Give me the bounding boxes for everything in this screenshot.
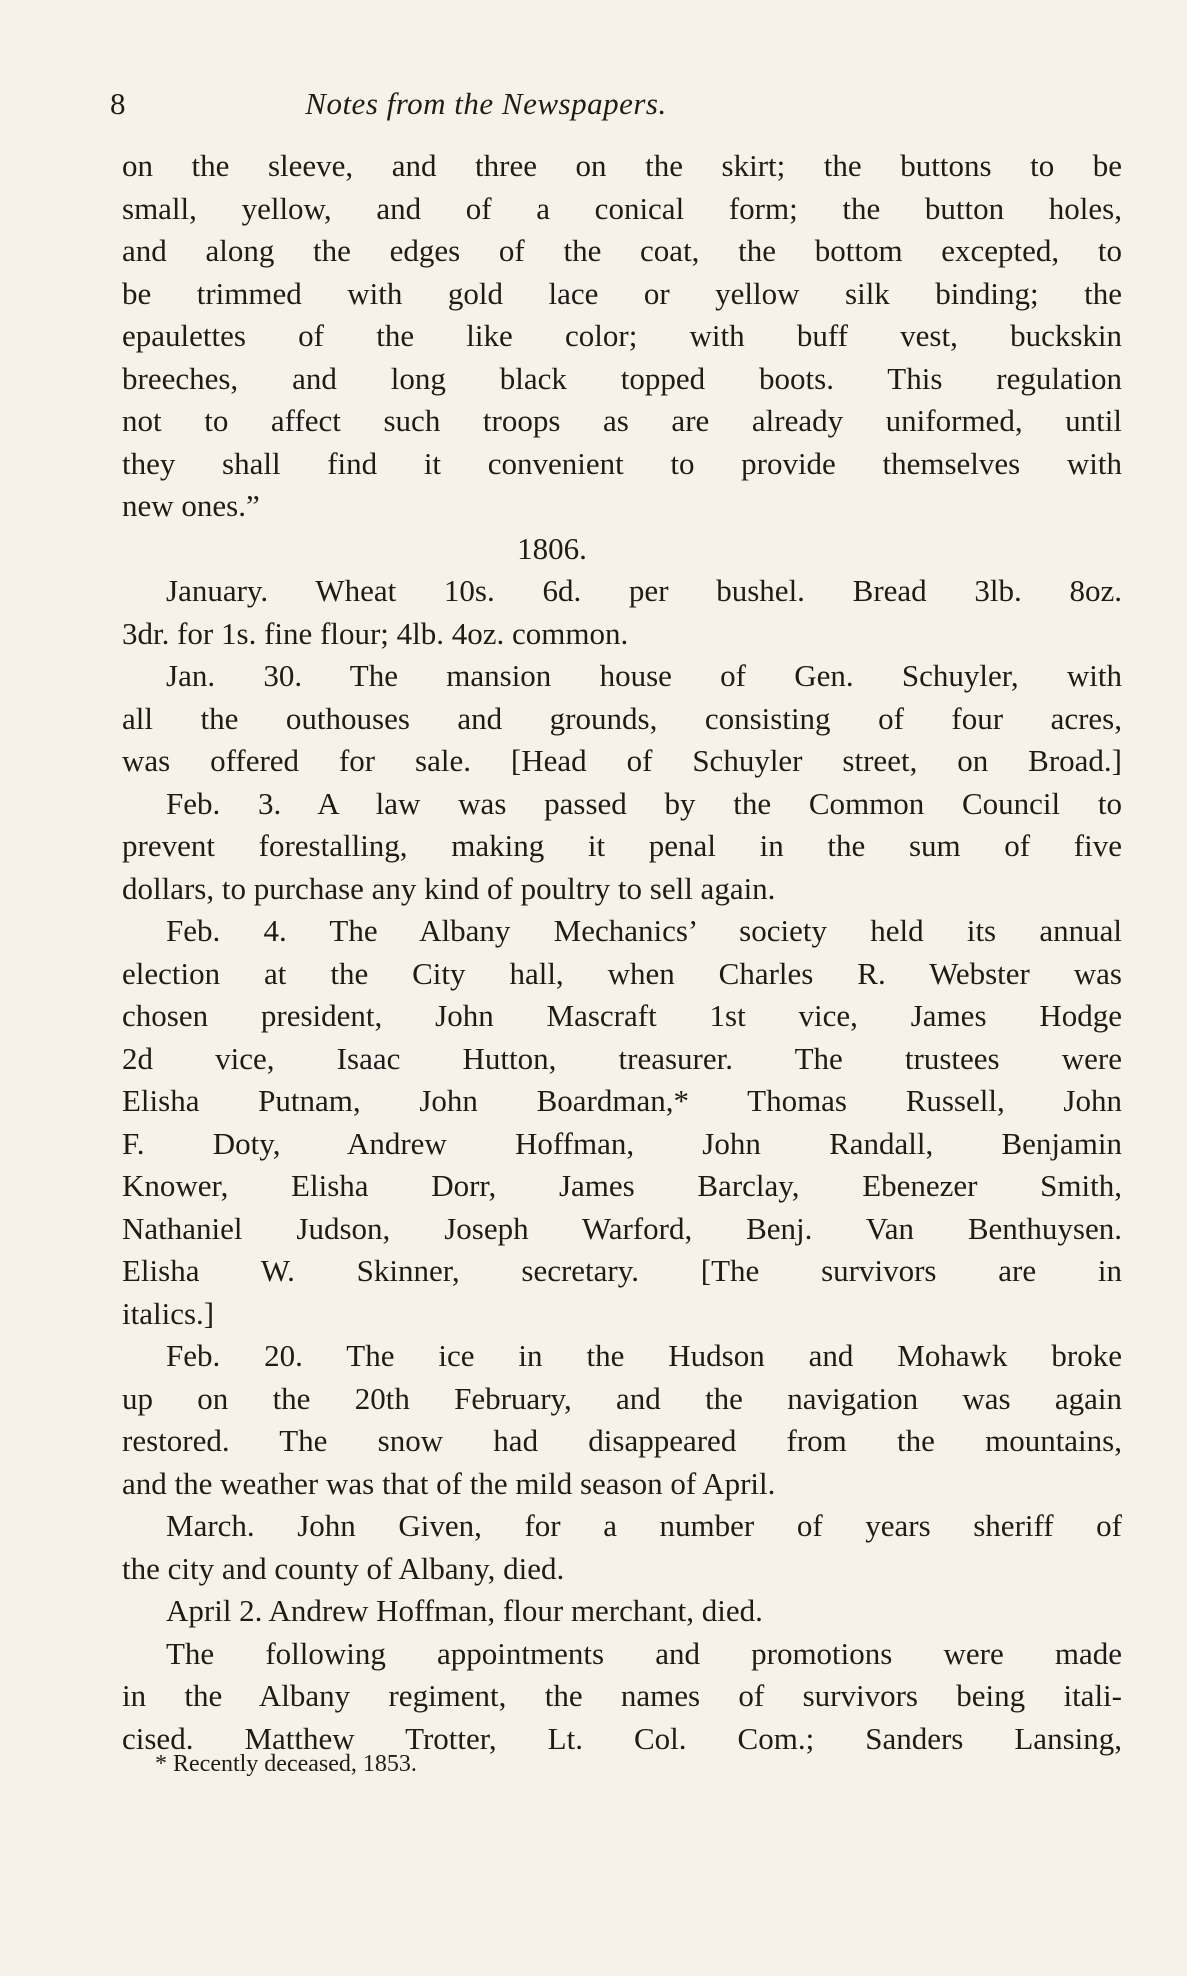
text-line: new ones.” bbox=[122, 488, 260, 523]
text-line: be trimmed with gold lace or yellow silk binding; the bbox=[122, 275, 1122, 311]
text-line: and the weather was that of the mild season of April. bbox=[122, 1465, 776, 1501]
text-line: April 2. Andrew Hoffman, flour merchant, died. bbox=[166, 1593, 763, 1628]
text-line: Feb. 20. The ice in the Hudson and Mohawk broke bbox=[166, 1338, 1122, 1373]
text-line: was offered for sale. [Head of Schuyler street, on Broad.] bbox=[122, 743, 1122, 778]
text-line: in the Albany regiment, the names of survivors being itali- bbox=[122, 1678, 1122, 1713]
text-line: Jan. 30. The mansion house of Gen. Schuyler, with bbox=[166, 658, 1122, 693]
text-line: January. Wheat 10s. 6d. per bushel. Bread 3lb. 8oz. bbox=[166, 573, 1122, 608]
text-line: prevent forestalling, making it penal in the sum of five bbox=[122, 828, 1122, 863]
text-line: small, yellow, and of a conical form; the button holes, bbox=[122, 190, 1122, 226]
text-line: chosen president, John Mascraft 1st vice, James Hodge bbox=[122, 998, 1122, 1033]
year-heading: 1806. bbox=[517, 530, 587, 566]
text-line: they shall find it convenient to provide themselves with bbox=[122, 445, 1122, 481]
text-line: epaulettes of the like color; with buff vest, buckskin bbox=[122, 318, 1122, 353]
text-line: Nathaniel Judson, Joseph Warford, Benj. Van Benthuysen. bbox=[122, 1210, 1122, 1246]
page-number: 8 bbox=[110, 86, 126, 121]
text-line: Feb. 3. A law was passed by the Common Council to bbox=[166, 785, 1122, 821]
text-line: up on the 20th February, and the navigation was again bbox=[122, 1380, 1122, 1416]
text-line: Elisha W. Skinner, secretary. [The survivors are in bbox=[122, 1253, 1122, 1288]
text-line: The following appointments and promotions were made bbox=[166, 1635, 1122, 1671]
text-line: italics.] bbox=[122, 1295, 215, 1331]
text-line: the city and county of Albany, died. bbox=[122, 1550, 565, 1586]
running-title: Notes from the Newspapers. bbox=[305, 86, 667, 121]
text-line: breeches, and long black topped boots. This regulation bbox=[122, 360, 1122, 396]
body-text bbox=[122, 145, 1122, 1760]
text-line: Feb. 4. The Albany Mechanics’ society held its annual bbox=[166, 913, 1122, 948]
text-line: restored. The snow had disappeared from the mountains, bbox=[122, 1423, 1122, 1458]
footnote: * Recently deceased, 1853. bbox=[155, 1751, 417, 1777]
text-line: March. John Given, for a number of years sheriff of bbox=[166, 1508, 1122, 1543]
text-line: not to affect such troops as are already uniformed, until bbox=[122, 403, 1122, 438]
text-line: 2d vice, Isaac Hutton, treasurer. The trustees were bbox=[122, 1040, 1122, 1076]
text-line: cised. Matthew Trotter, Lt. Col. Com.; Sanders Lansing, bbox=[122, 1720, 1122, 1756]
text-line: F. Doty, Andrew Hoffman, John Randall, Benjamin bbox=[122, 1125, 1122, 1161]
text-line: and along the edges of the coat, the bottom excepted, to bbox=[122, 233, 1122, 268]
text-line: Elisha Putnam, John Boardman,* Thomas Russell, John bbox=[122, 1083, 1122, 1118]
text-line: on the sleeve, and three on the skirt; the buttons to be bbox=[122, 148, 1122, 183]
text-line: all the outhouses and grounds, consisting of four acres, bbox=[122, 700, 1122, 736]
running-head bbox=[110, 84, 862, 124]
text-line: election at the City hall, when Charles R. Webster was bbox=[122, 955, 1122, 991]
text-line: 3dr. for 1s. fine flour; 4lb. 4oz. common. bbox=[122, 615, 629, 651]
text-line: dollars, to purchase any kind of poultry to sell again. bbox=[122, 870, 776, 906]
text-line: Knower, Elisha Dorr, James Barclay, Ebenezer Smith, bbox=[122, 1168, 1122, 1203]
